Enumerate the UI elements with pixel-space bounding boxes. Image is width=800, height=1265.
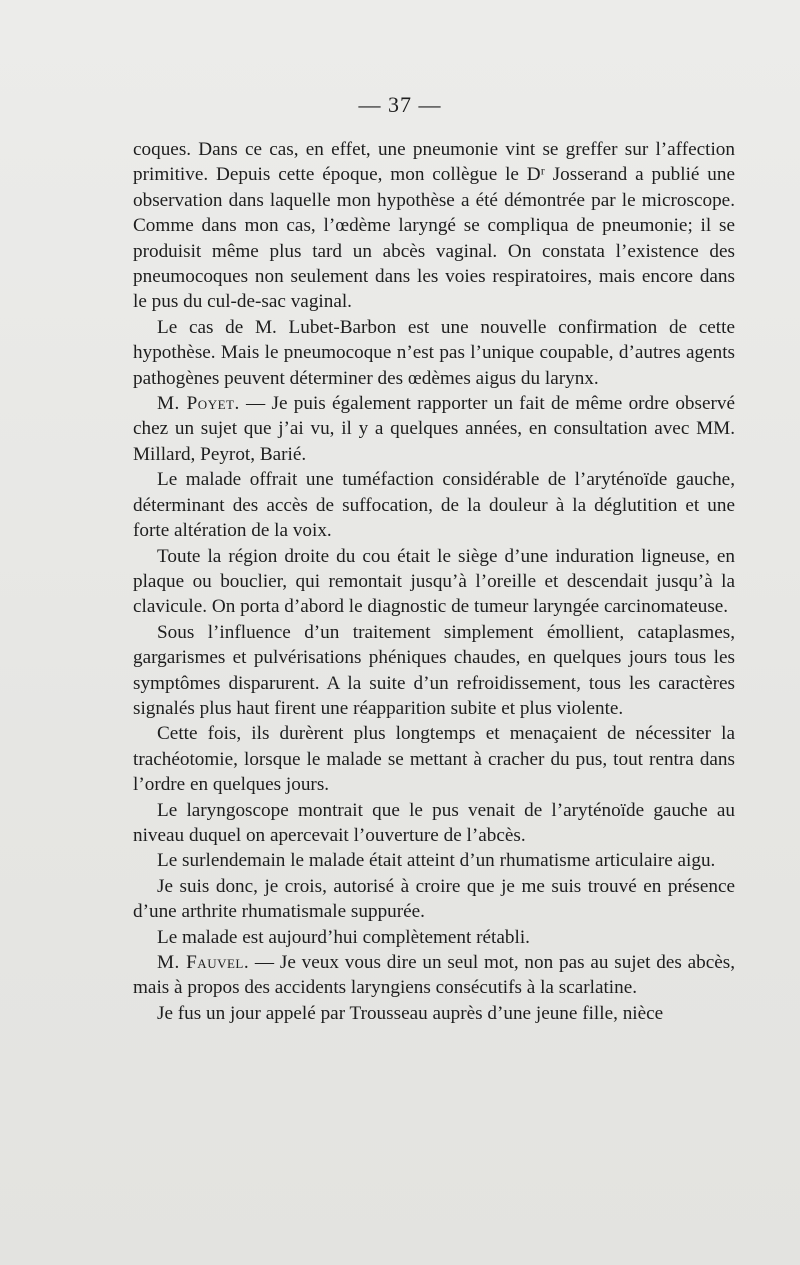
paragraph	[133, 467, 735, 543]
paragraph	[133, 925, 735, 950]
paragraph	[133, 137, 735, 315]
paragraph	[133, 798, 735, 849]
paragraph-text: Le malade offrait une tuméfaction considérable de l’aryténoïde gauche, déterminant des accès de suffocation, de la douleur à la déglutition et une forte altération de la voix.	[133, 469, 735, 542]
paragraph-text: Toute la région droite du cou était le siège d’une induration ligneuse, en plaque ou bouclier, qui remontait jusqu’à l’oreille et descendait jusqu’à la clavicule. On porta d’abord le diagnostic de tumeur laryngée carcinomateuse.	[133, 545, 735, 618]
paragraph-text: Cette fois, ils durèrent plus longtemps et menaçaient de nécessiter la trachéotomie, lorsque le malade se mettant à cracher du pus, tout rentra dans l’ordre en quelques jours.	[133, 723, 735, 796]
paragraph	[133, 848, 735, 873]
paragraph-text: Le surlendemain le malade était atteint d’un rhumatisme articulaire aigu.	[157, 850, 716, 872]
paragraph-text: coques. Dans ce cas, en effet, une pneumonie vint se greffer sur l’affection primitive. Depuis cette époque, mon collègue le Dʳ Josserand a publié une observation dans laquelle mon hypothèse a été démontrée par le microscope. Comme dans mon cas, l’œdème laryngé se compliqua de pneumonie; il se produisit même plus tard un abcès vaginal. On constata l’existence des pneumocoques non seulement dans les voies respiratoires, mais encore dans le pus du cul-de-sac vaginal.	[133, 139, 735, 313]
paragraph-text: Le cas de M. Lubet-Barbon est une nouvelle confirmation de cette hypothèse. Mais le pneumocoque n’est pas l’unique coupable, d’autres agents pathogènes peuvent déterminer des œdèmes aigus du larynx.	[133, 316, 735, 389]
paragraph-text: Le malade est aujourd’hui complètement rétabli.	[157, 926, 530, 948]
paragraph	[133, 391, 735, 467]
paragraph-text: Sous l’influence d’un traitement simplement émollient, cataplasmes, gargarismes et pulvérisations phéniques chaudes, en quelques jours tous les symptômes disparurent. A la suite d’un refroidissement, tous les caractères signalés plus haut firent une réapparition subite et plus violente.	[133, 621, 735, 719]
paragraph-text: Je suis donc, je crois, autorisé à croire que je me suis trouvé en présence d’une arthrite rhumatismale suppurée.	[133, 875, 735, 923]
paragraph	[133, 544, 735, 620]
paragraph	[133, 620, 735, 722]
body-text	[133, 137, 735, 1026]
paragraph-text: — Je puis également rapporter un fait de même ordre observé chez un sujet que j’ai vu, il y a quelques années, en consultation avec MM. Millard, Peyrot, Barié.	[133, 393, 735, 465]
paragraph	[133, 721, 735, 797]
paragraph	[133, 315, 735, 391]
paragraph	[133, 1001, 735, 1026]
paragraph	[133, 950, 735, 1001]
speaker-name: M. Poyet.	[157, 393, 240, 415]
paragraph-text: — Je veux vous dire un seul mot, non pas au sujet des abcès, mais à propos des accidents laryngiens consécutifs à la scarlatine.	[133, 952, 736, 999]
paragraph-text: Je fus un jour appelé par Trousseau auprès d’une jeune fille, nièce	[157, 1002, 664, 1024]
speaker-name: M. Fauvel.	[157, 952, 250, 973]
paragraph	[133, 874, 735, 925]
paragraph-text: Le laryngoscope montrait que le pus venait de l’aryténoïde gauche au niveau duquel on apercevait l’ouverture de l’abcès.	[133, 799, 735, 846]
page-number: — 37 —	[358, 92, 442, 117]
